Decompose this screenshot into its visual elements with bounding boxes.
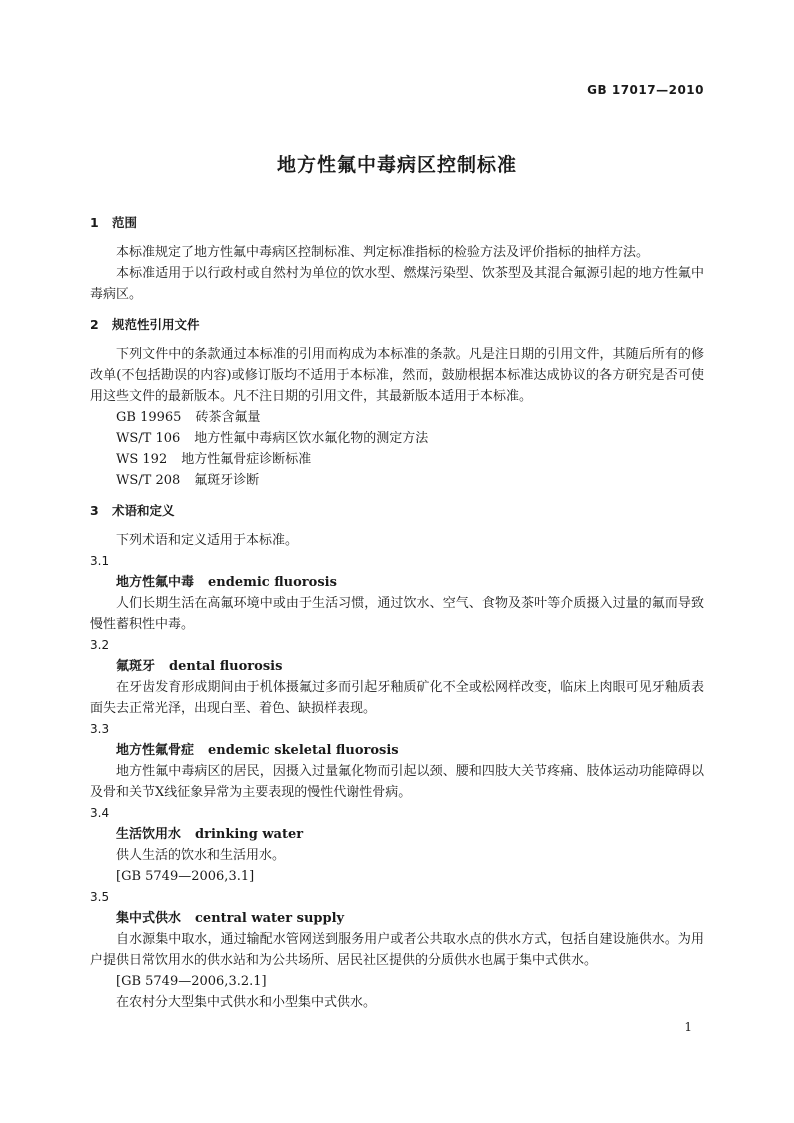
- section-title: 规范性引用文件: [112, 317, 200, 332]
- term-number: 3.4: [90, 806, 110, 820]
- reference-code: WS 192: [116, 452, 168, 467]
- term-number: 3.5: [90, 890, 110, 904]
- term-number: 3.3: [90, 722, 110, 736]
- term-name-zh: 集中式供水: [116, 911, 182, 926]
- term-number: 3.1: [90, 554, 110, 568]
- term-citation: [GB 5749—2006,3.2.1]: [116, 974, 267, 989]
- section-heading-scope: [90, 212, 704, 233]
- terms-intro: 下列术语和定义适用于本标准。: [116, 533, 299, 548]
- reference-code: GB 19965: [116, 410, 182, 425]
- term-number: 3.2: [90, 638, 110, 652]
- reference-title: 砖茶含氟量: [195, 410, 261, 425]
- document-body: [90, 212, 704, 1013]
- page-number: 1: [684, 1020, 692, 1034]
- term-name: [90, 740, 704, 761]
- term-note: 在农村分大型集中式供水和小型集中式供水。: [116, 995, 377, 1010]
- scope-paragraph: 本标准规定了地方性氟中毒病区控制标准、判定标准指标的检验方法及评价指标的抽样方法。: [116, 245, 650, 260]
- term-name-zh: 生活饮用水: [116, 827, 182, 842]
- document-title: 地方性氟中毒病区控制标准: [276, 154, 517, 176]
- section-number: 3: [90, 503, 99, 518]
- section-number: 1: [90, 215, 99, 230]
- term-name: [90, 572, 704, 593]
- reference-item: [90, 428, 704, 449]
- references-paragraph: 下列文件中的条款通过本标准的引用而构成为本标准的条款。凡是注日期的引用文件，其随后所有的修改单(不包括勘误的内容)或修订版均不适用于本标准，然而，鼓励根据本标准达成协议的各方研究是否可使用这些文件的最新版本。凡不注日期的引用文件，其最新版本适用于本标准。: [90, 347, 704, 404]
- term-name: [90, 908, 704, 929]
- section-title: 范围: [112, 215, 138, 230]
- reference-code: WS/T 208: [116, 473, 181, 488]
- term-name-zh: 氟斑牙: [116, 659, 156, 674]
- standard-number: GB 17017—2010: [587, 83, 704, 97]
- scope-paragraph: 本标准适用于以行政村或自然村为单位的饮水型、燃煤污染型、饮茶型及其混合氟源引起的地方性氟中毒病区。: [90, 266, 704, 302]
- term-definition: 自水源集中取水，通过输配水管网送到服务用户或者公共取水点的供水方式，包括自建设施供水。为用户提供日常饮用水的供水站和为公共场所、居民社区提供的分质供水也属于集中式供水。: [90, 932, 704, 968]
- section-heading-normative-references: [90, 314, 704, 335]
- reference-code: WS/T 106: [116, 431, 181, 446]
- term-name-en: central water supply: [195, 911, 345, 926]
- reference-title: 地方性氟骨症诊断标准: [181, 452, 312, 467]
- reference-title: 地方性氟中毒病区饮水氟化物的测定方法: [194, 431, 429, 446]
- reference-title: 氟斑牙诊断: [194, 473, 260, 488]
- term-name-zh: 地方性氟中毒: [116, 575, 195, 590]
- reference-item: [90, 449, 704, 470]
- section-title: 术语和定义: [112, 503, 175, 518]
- term-name-zh: 地方性氟骨症: [116, 743, 195, 758]
- term-name-en: drinking water: [195, 827, 304, 842]
- term-name-en: endemic fluorosis: [208, 575, 337, 590]
- section-heading-terms-definitions: [90, 500, 704, 521]
- term-name: [90, 656, 704, 677]
- term-name: [90, 824, 704, 845]
- reference-item: [90, 407, 704, 428]
- term-definition: 地方性氟中毒病区的居民，因摄入过量氟化物而引起以颈、腰和四肢大关节疼痛、肢体运动功能障碍以及骨和关节X线征象异常为主要表现的慢性代谢性骨病。: [90, 764, 704, 800]
- term-citation: [GB 5749—2006,3.1]: [116, 869, 255, 884]
- term-definition: 供人生活的饮水和生活用水。: [116, 848, 286, 863]
- reference-item: [90, 470, 704, 491]
- term-name-en: dental fluorosis: [169, 659, 283, 674]
- term-definition: 在牙齿发育形成期间由于机体摄氟过多而引起牙釉质矿化不全或松网样改变，临床上肉眼可见牙釉质表面失去正常光泽，出现白垩、着色、缺损样表现。: [90, 680, 704, 716]
- term-name-en: endemic skeletal fluorosis: [208, 743, 399, 758]
- section-number: 2: [90, 317, 99, 332]
- term-definition: 人们长期生活在高氟环境中或由于生活习惯，通过饮水、空气、食物及茶叶等介质摄入过量的氟而导致慢性蓄积性中毒。: [90, 596, 704, 632]
